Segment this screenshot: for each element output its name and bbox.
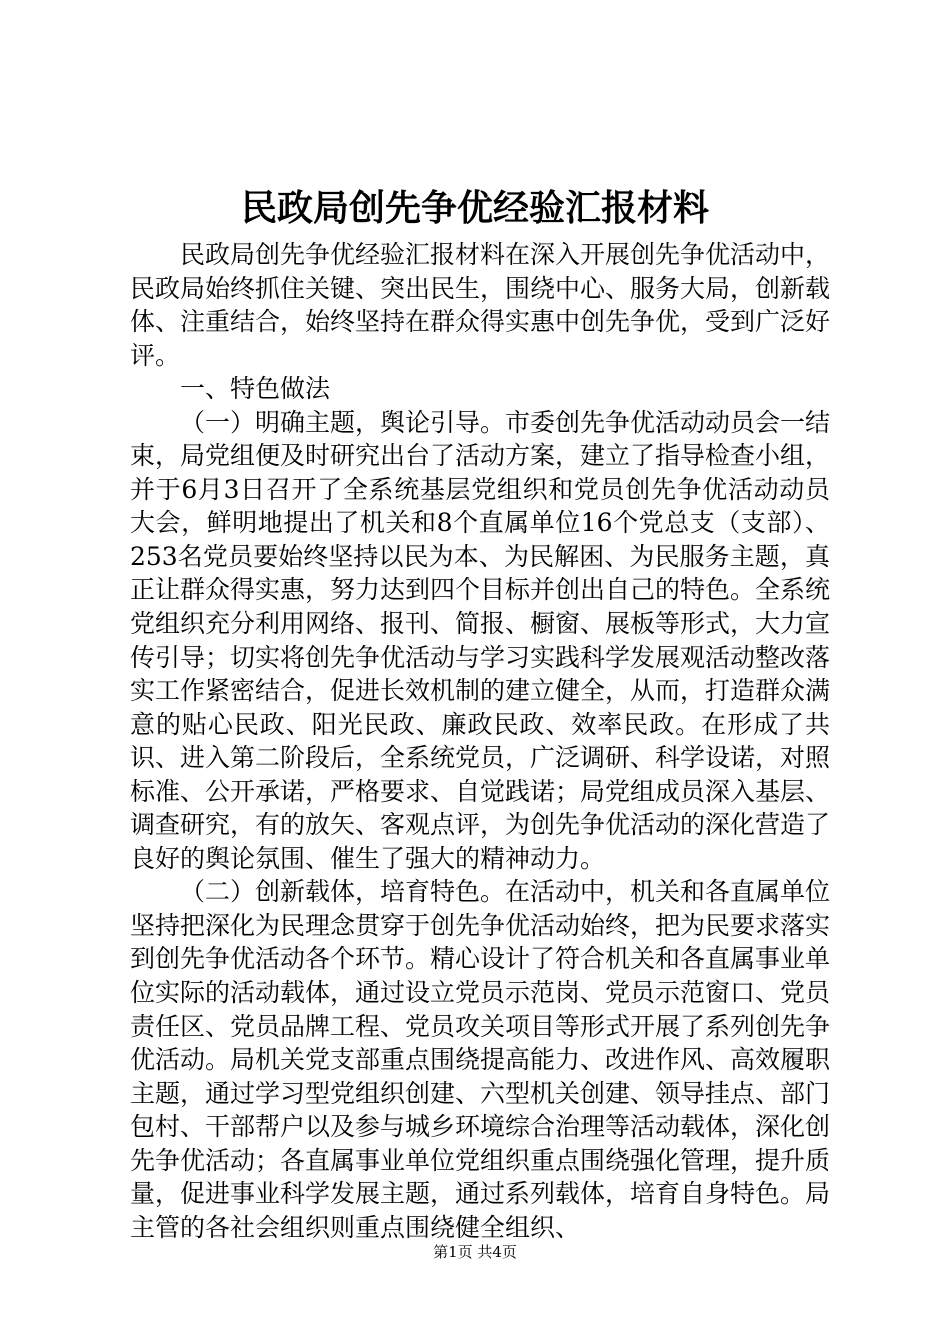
paragraph-intro: 民政局创先争优经验汇报材料在深入开展创先争优活动中，民政局始终抓住关键、突出民生，围绕中心、服务大局，创新载体、注重结合，始终坚持在群众得实惠中创先争优，受到广泛好评。 [130, 240, 831, 370]
document-body [130, 238, 830, 1244]
section-heading-features: 一、特色做法 [180, 374, 331, 404]
page-footer: 第1页 共4页 [433, 1243, 517, 1261]
document-title: 民政局创先争优经验汇报材料 [240, 187, 709, 229]
paragraph-section-2: （二）创新载体，培育特色。在活动中，机关和各直属单位坚持把深化为民理念贯穿于创先争优活动始终，把为民要求落实到创先争优活动各个环节。精心设计了符合机关和各直属事业单位实际的活动载体，通过设立党员示范岗、党员示范窗口、党员责任区、党员品牌工程、党员攻关项目等形式开展了系列创先争优活动。局机关党支部重点围绕提高能力、改进作风、高效履职主题，通过学习型党组织创建、六型机关创建、领导挂点、部门包村、干部帮户以及参与城乡环境综合治理等活动载体，深化创先争优活动；各直属事业单位党组织重点围绕强化管理，提升质量，促进事业科学发展主题，通过系列载体，培育自身特色。局主管的各社会组织则重点围绕健全组织、 [130, 877, 831, 1242]
paragraph-section-1: （一）明确主题，舆论引导。市委创先争优活动动员会一结束，局党组便及时研究出台了活动方案，建立了指导检查小组，并于6月3日召开了全系统基层党组织和党员创先争优活动动员大会，鲜明地提出了机关和8个直属单位16个党总支（支部）、253名党员要始终坚持以民为本、为民解困、为民服务主题，真正让群众得实惠，努力达到四个目标并创出自己的特色。全系统党组织充分利用网络、报刊、简报、橱窗、展板等形式，大力宣传引导；切实将创先争优活动与学习实践科学发展观活动整改落实工作紧密结合，促进长效机制的建立健全，从而，打造群众满意的贴心民政、阳光民政、廉政民政、效率民政。在形成了共识、进入第二阶段后，全系统党员，广泛调研、科学设诺，对照标准、公开承诺，严格要求、自觉践诺；局党组成员深入基层、调查研究，有的放矢、客观点评，为创先争优活动的深化营造了良好的舆论氛围、催生了强大的精神动力。 [130, 407, 831, 873]
